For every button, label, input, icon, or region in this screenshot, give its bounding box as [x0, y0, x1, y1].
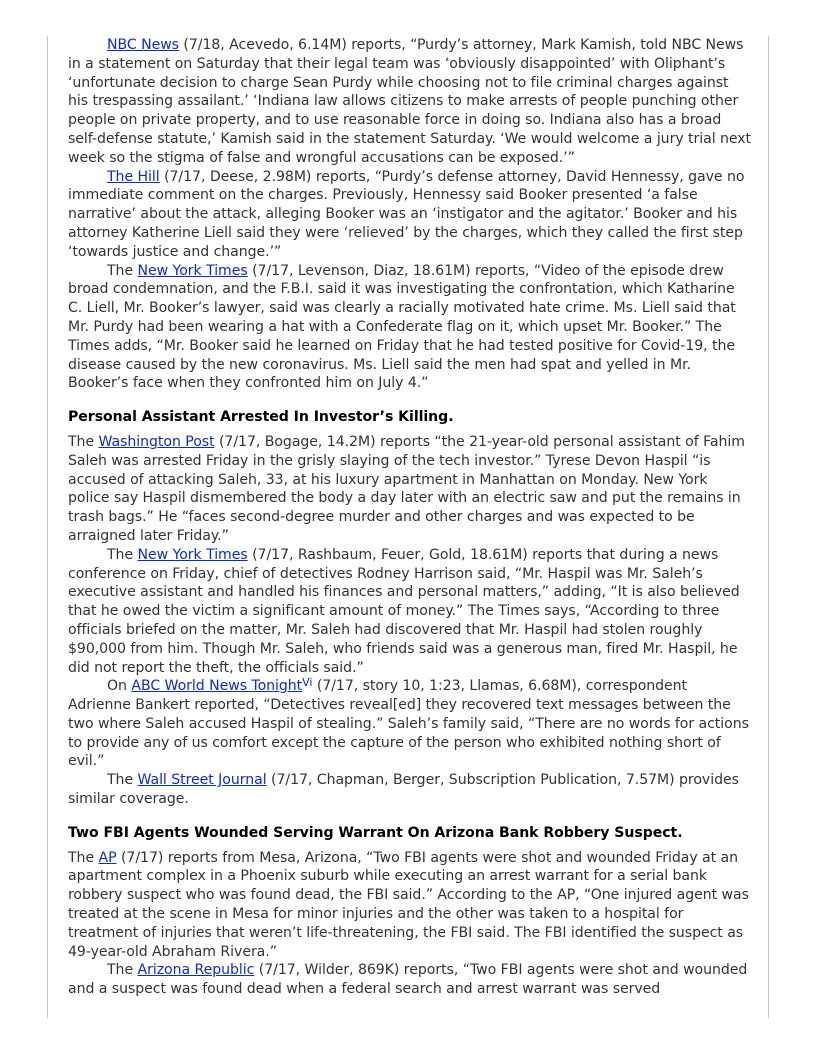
section-heading-personal-assistant: Personal Assistant Arrested In Investor’s Killing.	[68, 409, 454, 426]
paragraph-text: (7/17, Rashbaum, Feuer, Gold, 18.61M) reports that during a news conference on Friday, chief of detectives Rodney Harrison said, “Mr. Haspil was Mr. Saleh’s executive assistant and handled his finances and personal matters,” adding, “It is also believed that he owed the victim a significant amount of money.” The Times says, “According to three officials briefed on the matter, Mr. Saleh had discovered that Mr. Haspil had stolen roughly $90,000 from him. Though Mr. Saleh, who friends said was a generous man, fired Mr. Haspil, he did not report the theft, the officials said.”	[68, 546, 740, 676]
paragraph-prefix: The	[107, 546, 138, 563]
paragraph-text: (7/17, Wilder, 869K) reports, “Two FBI agents were shot and wounded and a suspect was found dead when a federal search and arrest warrant was served	[68, 962, 748, 998]
paragraph-text: (7/17) reports from Mesa, Arizona, “Two FBI agents were shot and wounded Friday at an apartment complex in a Phoenix suburb while executing an arrest warrant for a serial bank robbery suspect who was found dead, the FBI said.” According to the AP, “One injured agent was treated at the scene in Mesa for minor injuries and the other was taken to a hospital for treatment of injuries that weren’t life-threatening, the FBI said. The FBI identified the suspect as 49-year-old Abraham Rivera.”	[68, 849, 749, 960]
paragraph-wsj	[68, 771, 752, 809]
video-footnote-marker[interactable]: Vi	[302, 676, 313, 690]
section-heading-fbi-agents: Two FBI Agents Wounded Serving Warrant On Arizona Bank Robbery Suspect.	[68, 824, 683, 841]
paragraph-arizona-republic	[68, 961, 752, 999]
paragraph-prefix: The	[107, 262, 138, 279]
link-nbc-news[interactable]: NBC News	[107, 37, 179, 53]
paragraph-nyt-booker	[68, 262, 752, 394]
link-wall-street-journal[interactable]: Wall Street Journal	[137, 772, 267, 789]
paragraph-prefix: The	[107, 962, 138, 979]
paragraph-prefix: The	[68, 849, 99, 866]
link-abc-world-news-tonight[interactable]: ABC World News Tonight	[131, 678, 303, 695]
paragraph-prefix: The	[68, 433, 99, 450]
link-ap[interactable]: AP	[98, 849, 117, 866]
link-arizona-republic[interactable]: Arizona Republic	[137, 962, 255, 979]
paragraph-text: (7/17, Deese, 2.98M) reports, “Purdy’s defense attorney, David Hennessy, gave no immediate comment on the charges. Previously, Hennessy said Booker presented ‘a false narrative’ about the attack, alleging Booker was an ‘instigator and the agitator.’ Booker and his attorney Katherine Liell said they were ‘relieved’ by the charges, which they called the first step ‘towards justice and change.’”	[68, 168, 745, 260]
paragraph-text: (7/18, Acevedo, 6.14M) reports, “Purdy’s attorney, Mark Kamish, told NBC News in a statement on Saturday that their legal team was ‘obviously disappointed’ with Oliphant’s ‘unfortunate decision to charge Sean Purdy while choosing not to file criminal charges against his trespassing assailant.’ ‘Indiana law allows citizens to make arrests of people punching other people on private property, and to use reasonable force in doing so. Indiana also has a broad self-defense statute,’ Kamish said in the statement Saturday. ‘We would welcome a jury trial next week so the stigma of false and wrongful accusations can be exposed.’”	[68, 37, 752, 166]
link-the-hill[interactable]: The Hill	[107, 168, 160, 185]
paragraph-ap	[68, 849, 752, 962]
paragraph-prefix: On	[107, 678, 132, 695]
paragraph-abc-news	[68, 677, 752, 771]
link-washington-post[interactable]: Washington Post	[98, 433, 215, 450]
document-body	[68, 36, 752, 999]
paragraph-the-hill	[68, 168, 752, 262]
link-new-york-times[interactable]: New York Times	[137, 262, 248, 279]
paragraph-text: (7/17, story 10, 1:23, Llamas, 6.68M), correspondent Adrienne Bankert reported, “Detectives reveal[ed] they recovered text messages between the two where Saleh accused Haspil of stealing.” Saleh’s family said, “There are no words for actions to provide any of us comfort except the capture of the person who exhibited nothing short of evil.”	[68, 678, 749, 770]
paragraph-nbc-news	[68, 36, 752, 168]
paragraph-nyt-saleh	[68, 546, 752, 678]
paragraph-text: (7/17, Bogage, 14.2M) reports “the 21-year-old personal assistant of Fahim Saleh was arrested Friday in the grisly slaying of the tech investor.” Tyrese Devon Haspil “is accused of attacking Saleh, 33, at his luxury apartment in Manhattan on Monday. New York police say Haspil dismembered the body a day later with an electric saw and put the remains in trash bags.” He “faces second-degree murder and other charges and was expected to be arraigned later Friday.”	[68, 433, 745, 544]
paragraph-text: (7/17, Levenson, Diaz, 18.61M) reports, “Video of the episode drew broad condemnation, and the F.B.I. said it was investigating the confrontation, which Katharine C. Liell, Mr. Booker’s lawyer, said was clearly a racially motivated hate crime. Ms. Liell said that Mr. Purdy had been wearing a hat with a Confederate flag on it, which upset Mr. Booker.” The Times adds, “Mr. Booker said he learned on Friday that he had tested positive for Covid-19, the disease caused by the new coronavirus. Ms. Liell said the men had spat and yelled in Mr. Booker’s face when they confronted him on July 4.”	[68, 262, 736, 392]
paragraph-prefix: The	[107, 772, 138, 789]
link-new-york-times[interactable]: New York Times	[137, 546, 248, 563]
paragraph-washington-post	[68, 433, 752, 546]
paragraph-text: (7/17, Chapman, Berger, Subscription Publication, 7.57M) provides similar coverage.	[68, 772, 739, 808]
